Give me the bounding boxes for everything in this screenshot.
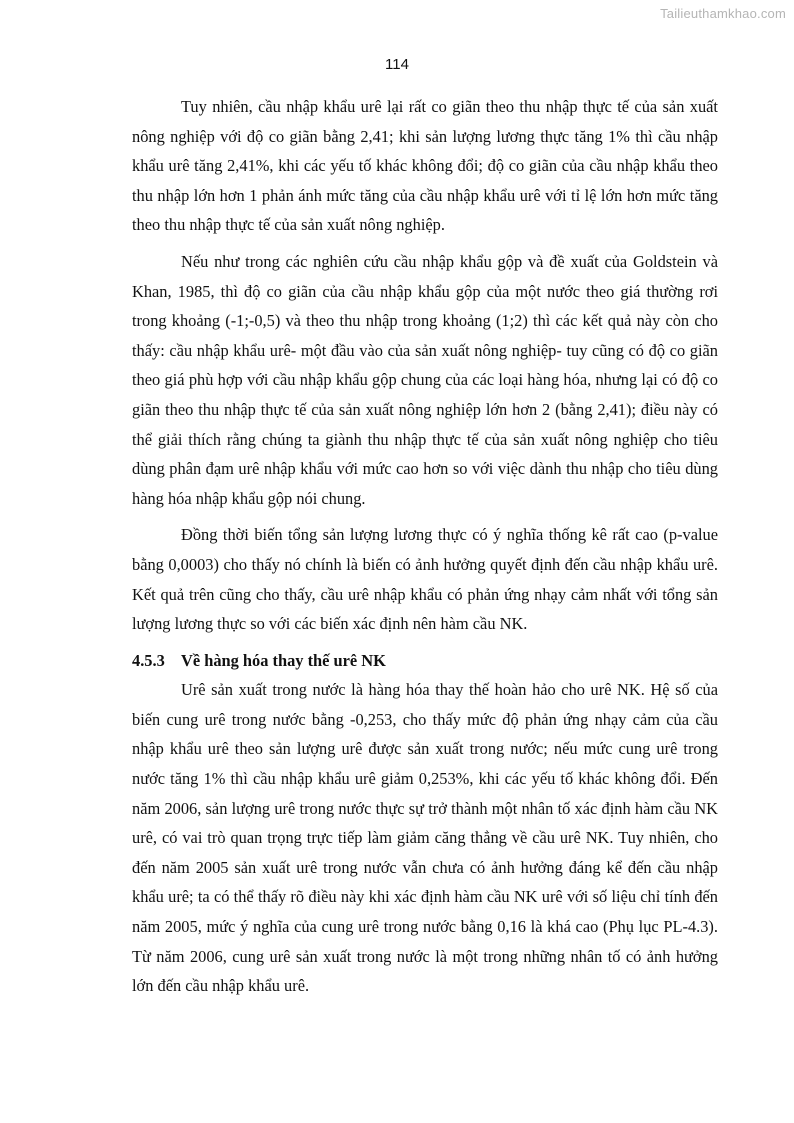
- paragraph: Nếu như trong các nghiên cứu cầu nhập khẩu gộp và đề xuất của Goldstein và Khan, 1985, thì độ co giãn của cầu nhập khẩu gộp của một nước theo giá thường rơi trong khoảng (-1;-0,5) và theo thu nhập trong khoảng (1;2) thì các kết quả này còn cho thấy: cầu nhập khẩu urê- một đầu vào của sản xuất nông nghiệp- tuy cũng có độ co giãn theo giá phù hợp với cầu nhập khẩu gộp chung của các loại hàng hóa, nhưng lại có độ co giãn theo thu nhập thực tế của sản xuất nông nghiệp lớn hơn 2 (bằng 2,41); điều này có thể giải thích rằng chúng ta giành thu nhập thực tế của sản xuất nông nghiệp cho tiêu dùng phân đạm urê nhập khẩu với mức cao hơn so với việc dành thu nhập cho tiêu dùng hàng hóa nhập khẩu gộp nói chung.: [132, 251, 718, 508]
- page-number: 114: [385, 56, 409, 73]
- section-title: Về hàng hóa thay thế urê NK: [181, 650, 386, 670]
- paragraph: Urê sản xuất trong nước là hàng hóa thay thế hoàn hảo cho urê NK. Hệ số của biến cung urê trong nước bằng -0,253, cho thấy mức độ phản ứng nhạy cảm của cầu nhập khẩu urê theo sản lượng urê được sản xuất trong nước; nếu mức cung urê trong nước tăng 1% thì cầu nhập khẩu urê giảm 0,253%, khi các yếu tố khác không đổi. Đến năm 2006, sản lượng urê trong nước thực sự trở thành một nhân tố xác định hàm cầu NK urê, có vai trò quan trọng trực tiếp làm giảm căng thẳng về cầu urê NK. Tuy nhiên, cho đến năm 2005 sản xuất urê trong nước vẫn chưa có ảnh hưởng đáng kể đến cầu nhập khẩu urê; ta có thể thấy rõ điều này khi xác định hàm cầu NK urê với số liệu chỉ tính đến năm 2005, mức ý nghĩa của cung urê trong nước bằng 0,16 là khá cao (Phụ lục PL-4.3). Từ năm 2006, cung urê sản xuất trong nước là một trong những nhân tố có ảnh hưởng lớn đến cầu nhập khẩu urê.: [132, 680, 718, 996]
- body-text: [132, 92, 718, 1008]
- paragraph: Đồng thời biến tổng sản lượng lương thực có ý nghĩa thống kê rất cao (p-value bằng 0,0003) cho thấy nó chính là biến có ảnh hưởng quyết định đến cầu nhập khẩu urê. Kết quả trên cũng cho thấy, cầu urê nhập khẩu có phản ứng nhạy cảm nhất với tổng sản lượng lương thực so với các biến xác định nên hàm cầu NK.: [132, 525, 718, 634]
- paragraph: Tuy nhiên, cầu nhập khẩu urê lại rất co giãn theo thu nhập thực tế của sản xuất nông nghiệp với độ co giãn bằng 2,41; khi sản lượng lương thực tăng 1% thì cầu nhập khẩu urê tăng 2,41%, khi các yếu tố khác không đổi; độ co giãn của cầu nhập khẩu theo thu nhập lớn hơn 1 phản ánh mức tăng của cầu nhập khẩu urê với tỉ lệ lớn hơn mức tăng theo thu nhập thực tế của sản xuất nông nghiệp.: [132, 97, 718, 235]
- watermark: Tailieuthamkhao.com: [660, 6, 786, 21]
- section-number: 4.5.3: [132, 650, 165, 670]
- section-heading: [132, 646, 718, 676]
